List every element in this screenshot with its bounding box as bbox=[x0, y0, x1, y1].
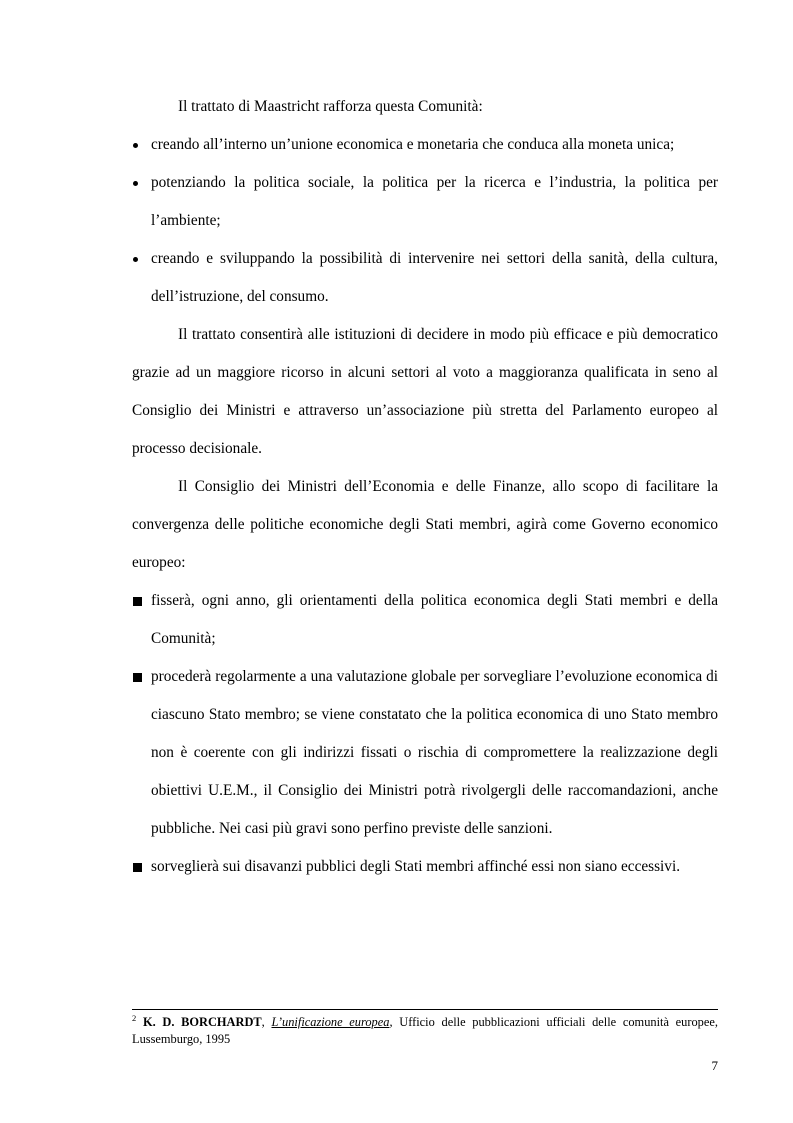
bullet-list-square bbox=[132, 582, 718, 886]
list-item-text: potenziando la politica sociale, la politica per la ricerca e l’industria, la politica per l’ambiente; bbox=[151, 174, 718, 229]
footnote-place-year: Lussemburgo, 1995 bbox=[132, 1032, 231, 1046]
footnote-marker: 2 bbox=[132, 1012, 137, 1023]
list-item bbox=[132, 848, 718, 886]
footnote-author: K. D. BORCHARDT bbox=[142, 1015, 262, 1029]
list-item bbox=[132, 240, 718, 316]
square-bullet-icon bbox=[132, 658, 144, 696]
footnote bbox=[132, 1014, 718, 1048]
list-item bbox=[132, 582, 718, 658]
main-text bbox=[132, 88, 718, 886]
list-item-text: fisserà, ogni anno, gli orientamenti della politica economica degli Stati membri e della Comunità; bbox=[151, 592, 718, 647]
round-bullet-icon bbox=[132, 126, 144, 164]
square-bullet-icon bbox=[132, 582, 144, 620]
list-item bbox=[132, 658, 718, 848]
footnote-publisher: , Ufficio delle pubblicazioni ufficiali delle comunità europee, bbox=[389, 1015, 718, 1029]
footnote-separator: , bbox=[261, 1015, 265, 1029]
page-number: 7 bbox=[711, 1058, 718, 1073]
list-item bbox=[132, 164, 718, 240]
bullet-list-round bbox=[132, 126, 718, 316]
footnote-divider bbox=[132, 1009, 718, 1010]
body-paragraph: Il Consiglio dei Ministri dell’Economia e delle Finanze, allo scopo di facilitare la convergenza delle politiche economiche degli Stati membri, agirà come Governo economico europeo: bbox=[132, 478, 718, 571]
footnote-title: L’unificazione europea bbox=[271, 1015, 390, 1029]
list-item bbox=[132, 126, 718, 164]
list-item-text: procederà regolarmente a una valutazione globale per sorvegliare l’evoluzione economica di ciascuno Stato membro; se viene constatato che la politica economica di uno Stato membro non è coerente con gli indirizzi fissati o rischia di compromettere la realizzazione degli obiettivi U.E.M., il Consiglio dei Ministri potrà rivolgergli delle raccomandazioni, anche pubbliche. Nei casi più gravi sono perfino previste delle sanzioni. bbox=[151, 668, 718, 837]
round-bullet-icon bbox=[132, 240, 144, 278]
list-item-text: creando e sviluppando la possibilità di intervenire nei settori della sanità, della cultura, dell’istruzione, del consumo. bbox=[151, 250, 718, 305]
list-item-text: sorveglierà sui disavanzi pubblici degli Stati membri affinché essi non siano eccessivi. bbox=[151, 858, 681, 875]
round-bullet-icon bbox=[132, 164, 144, 202]
intro-paragraph: Il trattato di Maastricht rafforza questa Comunità: bbox=[178, 98, 483, 115]
body-paragraph: Il trattato consentirà alle istituzioni di decidere in modo più efficace e più democratico grazie ad un maggiore ricorso in alcuni settori al voto a maggioranza qualificata in seno al Consiglio dei Ministri e attraverso un’associazione più stretta del Parlamento europeo al processo decisionale. bbox=[132, 326, 718, 457]
list-item-text: creando all’interno un’unione economica e monetaria che conduca alla moneta unica; bbox=[151, 136, 675, 153]
square-bullet-icon bbox=[132, 848, 144, 886]
